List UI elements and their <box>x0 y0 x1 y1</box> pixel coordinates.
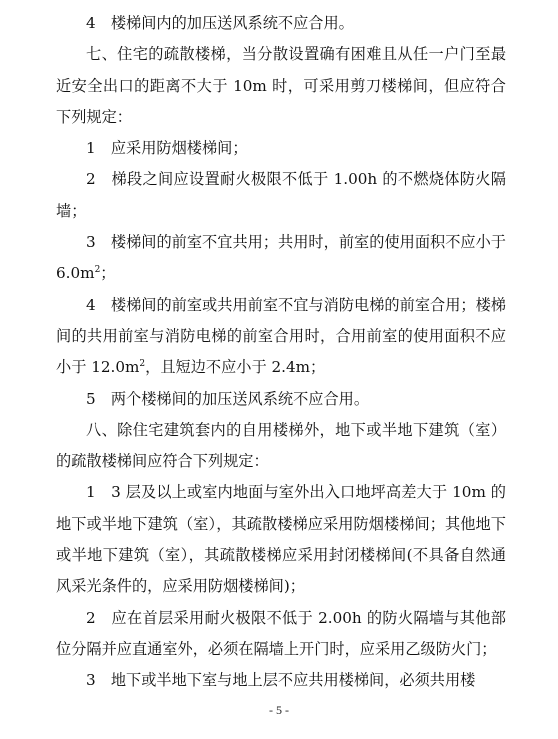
paragraph-fire-elevator-anteroom-text: 4 楼梯间的前室或共用前室不宜与消防电梯的前室合用；楼梯间的共用前室与消防电梯的前室合用时，合用前室的使用面积不应小于 12.0m <box>56 295 506 377</box>
paragraph-fire-partition: 2 梯段之间应设置耐火极限不低于 1.00h 的不燃烧体防火隔墙； <box>56 170 506 220</box>
paragraph-ground-floor-partition: 2 应在首层采用耐火极限不低于 2.00h 的防火隔墙与其他部位分隔并应直通室外，必须在隔墙上开门时，应采用乙级防火门； <box>56 608 506 658</box>
superscript-square: 2 <box>94 265 101 276</box>
paragraph-residential-scissor-stair: 七、住宅的疏散楼梯，当分散设置确有困难且从任一户门至最近安全出口的距离不大于 10m 时，可采用剪刀楼梯间，但应符合下列规定： <box>56 45 506 126</box>
paragraph-shared-anteroom-end: ； <box>100 264 116 283</box>
paragraph-fire-elevator-anteroom-end: ，且短边不应小于 2.4m； <box>145 358 326 377</box>
paragraph-underground-stair-rules: 八、除住宅建筑套内的自用楼梯外，地下或半地下建筑（室）的疏散楼梯间应符合下列规定： <box>56 420 506 471</box>
paragraph-two-stair-pressurization: 5 两个楼梯间的加压送风系统不应合用。 <box>86 389 370 408</box>
document-body <box>56 8 506 697</box>
paragraph-shared-anteroom-text: 3 楼梯间的前室不宜共用；共用时，前室的使用面积不应小于 6.0m <box>56 233 506 283</box>
paragraph-shared-anteroom <box>56 227 506 290</box>
paragraph-fire-elevator-anteroom <box>56 290 506 384</box>
page-number: - 5 - <box>269 703 289 717</box>
paragraph-shared-stair-restriction: 3 地下或半地下室与地上层不应共用楼梯间，必须共用楼 <box>86 671 476 690</box>
superscript-square: 2 <box>139 359 146 370</box>
paragraph-underground-smoke-stair: 1 3 层及以上或室内地面与室外出入口地坪高差大于 10m 的地下或半地下建筑（室），其疏散楼梯应采用防烟楼梯间；其他地下或半地下建筑（室），其疏散楼梯应采用封闭楼梯间(不具备自然通风采光条件的，应采用防烟楼梯间)； <box>56 483 506 596</box>
paragraph-smoke-proof-stair: 1 应采用防烟楼梯间； <box>86 139 248 158</box>
paragraph-stair-pressurization: 4 楼梯间内的加压送风系统不应合用。 <box>86 14 354 32</box>
